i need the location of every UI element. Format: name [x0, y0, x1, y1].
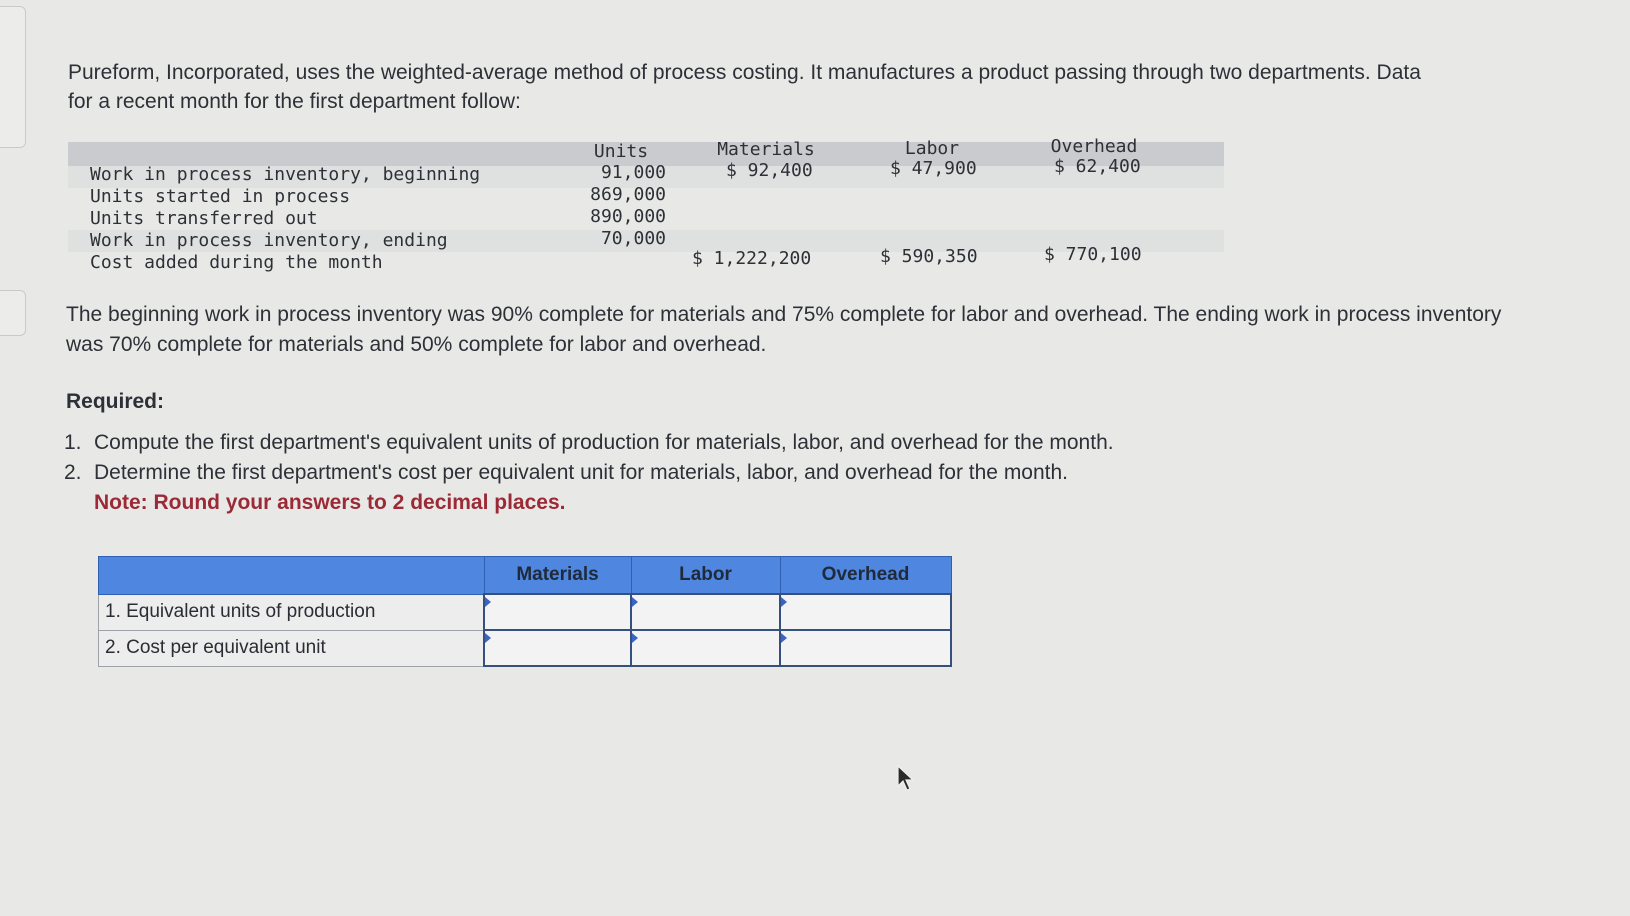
answer-header-blank: [99, 557, 485, 595]
cost-per-unit-labor-input[interactable]: [632, 632, 779, 664]
input-marker-icon: [485, 633, 491, 643]
answer-row-label-cost-per-unit: 2. Cost per equivalent unit: [99, 630, 485, 666]
equivalent-units-labor-input[interactable]: [632, 596, 779, 628]
input-marker-icon: [781, 597, 787, 607]
intro-text: Pureform, Incorporated, uses the weighted-average method of process costing. It manufactures a product passing through two departments. Data for a recent month for the first department follow:: [68, 61, 1421, 113]
answer-header-materials: Materials: [484, 557, 631, 595]
row-label-wip-beginning: Work in process inventory, beginning: [90, 164, 481, 185]
cell-units-transferred: 890,000: [590, 206, 666, 227]
cell-materials-wip-beginning: $ 92,400: [726, 160, 813, 181]
task-item: [64, 428, 1364, 458]
input-marker-icon: [781, 633, 787, 643]
col-header-units: Units: [593, 141, 649, 162]
table-row: [99, 594, 952, 630]
task-number: 2.: [64, 461, 82, 484]
cost-per-unit-materials-cell[interactable]: [484, 630, 631, 666]
task-text: Compute the first department's equivalent units of production for materials, labor, and overhead for the month.: [94, 431, 1114, 454]
answer-header-labor: Labor: [631, 557, 780, 595]
equivalent-units-materials-input[interactable]: [485, 596, 630, 628]
data-table: [68, 138, 1224, 288]
required-heading: Required:: [66, 390, 165, 413]
cell-materials-cost-added: $ 1,222,200: [692, 248, 812, 269]
cost-per-unit-labor-cell[interactable]: [631, 630, 780, 666]
equivalent-units-overhead-cell[interactable]: [780, 594, 951, 630]
equivalent-units-materials-cell[interactable]: [484, 594, 631, 630]
left-edge-tab: [0, 6, 26, 148]
cell-overhead-cost-added: $ 770,100: [1044, 244, 1142, 265]
row-label-wip-ending: Work in process inventory, ending: [90, 230, 448, 251]
cost-per-unit-overhead-cell[interactable]: [780, 630, 951, 666]
cell-labor-wip-beginning: $ 47,900: [890, 158, 977, 179]
col-header-materials: Materials: [717, 139, 815, 160]
answer-header-overhead: Overhead: [780, 557, 951, 595]
cost-per-unit-materials-input[interactable]: [485, 632, 630, 664]
task-list: [64, 428, 1364, 488]
answer-table: [98, 556, 952, 667]
completion-paragraph: The beginning work in process inventory was 90% complete for materials and 75% complete for labor and overhead. The ending work in process inventory was 70% complete for materials and 50% complete for labor and overhead.: [66, 303, 1502, 356]
equivalent-units-overhead-input[interactable]: [781, 596, 950, 628]
cell-labor-cost-added: $ 590,350: [880, 246, 978, 267]
cell-units-started: 869,000: [590, 184, 666, 205]
left-edge-tab-lower: [0, 290, 26, 336]
input-marker-icon: [632, 597, 638, 607]
rounding-note: Note: Round your answers to 2 decimal places.: [94, 491, 566, 514]
equivalent-units-labor-cell[interactable]: [631, 594, 780, 630]
col-header-labor: Labor: [904, 138, 960, 159]
cost-per-unit-overhead-input[interactable]: [781, 632, 950, 664]
task-item: [64, 458, 1364, 488]
row-label-units-transferred: Units transferred out: [90, 208, 318, 229]
answer-row-label-equivalent-units: 1. Equivalent units of production: [99, 594, 485, 630]
row-label-cost-added: Cost added during the month: [90, 252, 383, 273]
input-marker-icon: [632, 633, 638, 643]
row-label-units-started: Units started in process: [90, 186, 351, 207]
cell-units-wip-ending: 70,000: [600, 228, 666, 249]
task-text: Determine the first department's cost per equivalent unit for materials, labor, and overhead for the month.: [94, 461, 1069, 484]
task-number: 1.: [64, 431, 82, 454]
col-header-overhead: Overhead: [1050, 136, 1138, 157]
cell-units-wip-beginning: 91,000: [600, 162, 666, 183]
table-row: [99, 630, 952, 666]
mouse-pointer-icon: [896, 764, 916, 792]
input-marker-icon: [485, 597, 491, 607]
cell-overhead-wip-beginning: $ 62,400: [1054, 156, 1141, 177]
